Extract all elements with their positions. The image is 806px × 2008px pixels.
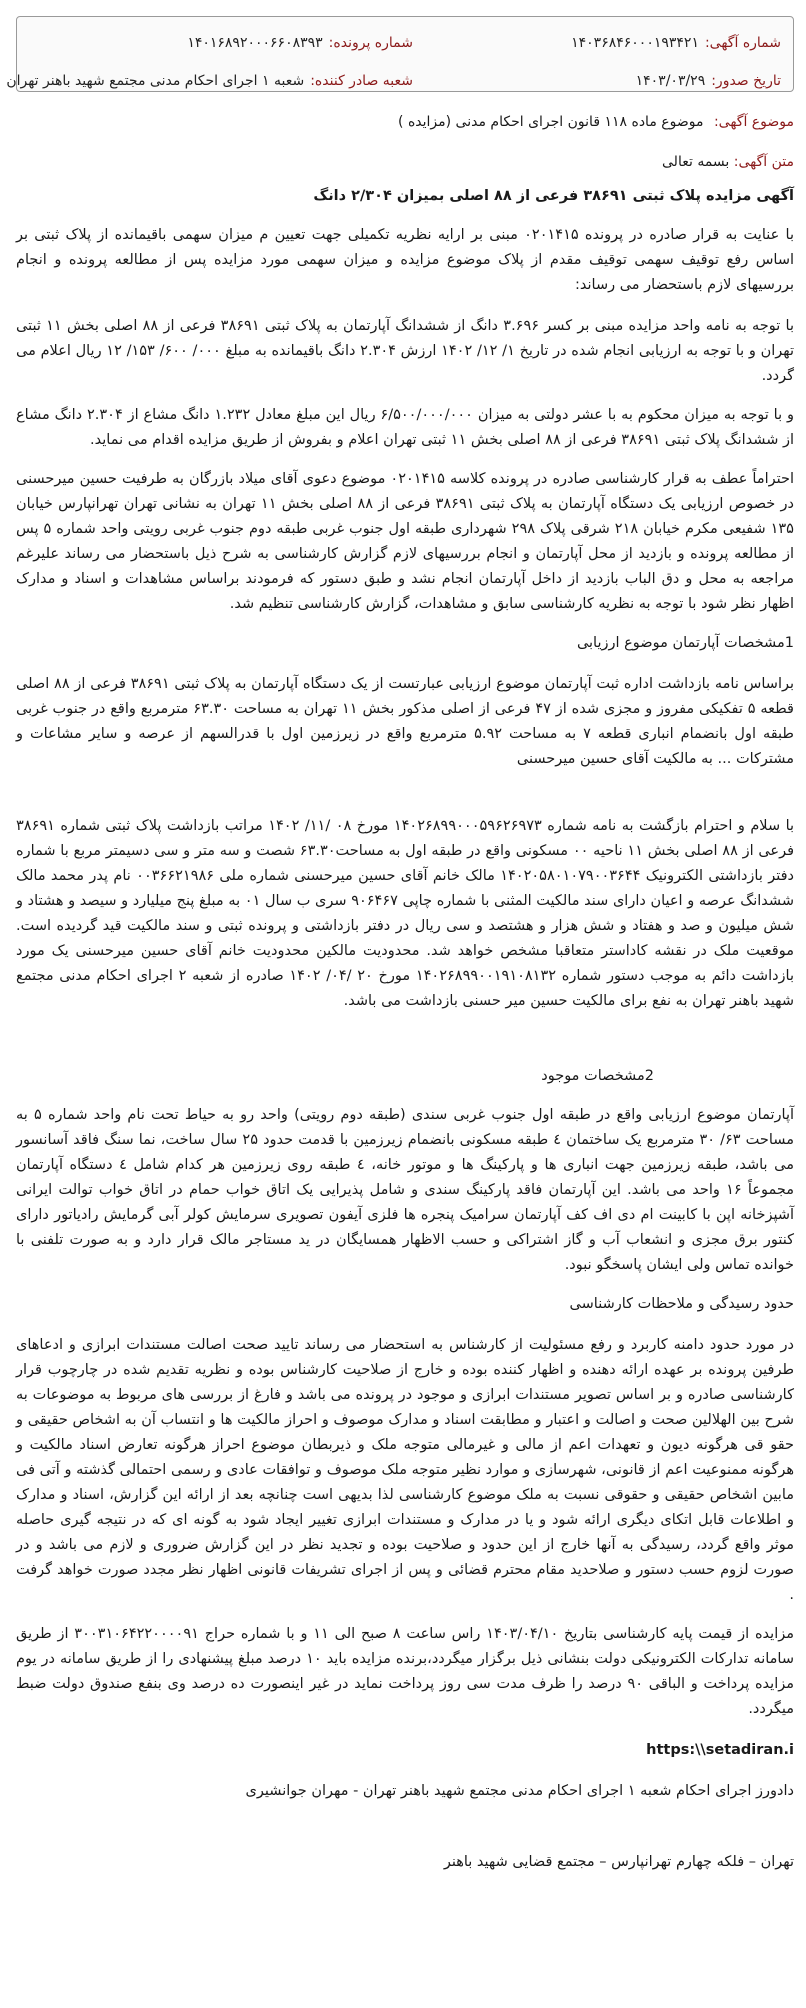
- branch-value: شعبه ۱ اجرای احکام مدنی مجتمع شهید باهنر تهران: [6, 73, 305, 89]
- branch-label: شعبه صادر کننده:: [310, 73, 413, 89]
- issue-date-label: تاریخ صدور:: [711, 73, 781, 89]
- issue-date-row: [636, 73, 781, 89]
- case-number-label: شماره پرونده:: [328, 35, 413, 51]
- case-number-value: ۱۴۰۱۶۸۹۲۰۰۰۶۶۰۸۳۹۳: [187, 35, 323, 51]
- paragraph-address: تهران – فلکه چهارم تهرانپارس – مجتمع قضایی شهید باهنر: [443, 1854, 794, 1870]
- ad-text-value: بسمه تعالی: [662, 154, 730, 170]
- paragraph-judgment-amount: و با توجه به میزان محکوم به با عشر دولتی به میزان ۶/۵۰۰/۰۰۰/۰۰۰ ریال این مبلغ معادل ۱.۲۳۲ دانگ مشاع از ۲.۳۰۴ دانگ مشاع از ششدانگ پلاک ثبتی ۳۸۶۹۱ فرعی از ۸۸ اصلی بخش ۱۱ ثبتی تهران اعلام و بفروش از طریق مزایده اقدام می نماید.: [16, 407, 794, 448]
- paragraph-intro: با عنایت به قرار صادره در پرونده ۰۲۰۱۴۱۵ مبنی بر ارایه نظریه تکمیلی جهت تعیین م میزان سهمی باقیمانده از پلاک ثبتی بر اساس رفع توقیف سهمی توقیف مقدم از پلاک موضوع مزایده و میزان سهمی مورد مزایده پس از مطالعه پرونده و انجام بررسیهای لازم باستحضار می رساند:: [16, 227, 794, 293]
- ad-text-line: [16, 154, 794, 170]
- issue-date-value: ۱۴۰۳/۰۳/۲۹: [635, 73, 706, 89]
- paragraph-registry-letter: براساس نامه بازداشت اداره ثبت آپارتمان موضوع ارزیابی عبارتست از یک دستگاه آپارتمان به پلاک ثبتی ۳۸۶۹۱ فرعی از ۸۸ اصلی قطعه ۵ تفکیکی مفروز و مجزی شده از ۴۷ فرعی از اصلی مذکور بخش ۱۱ تهران به مساحت ۶۳.۳۰ مترمربع واقع در جنوب غربی طبقه اول بانضمام انباری قطعه ۷ به مساحت ۵.۹۲ مترمربع واقع در زیرزمین اول با قدرالسهم از عرصه و سایر مشاعات و مشترکات ... به مالکیت آقای حسین میرحسنی: [16, 676, 795, 767]
- section-heading-existing-specs: 2مشخصات موجود: [541, 1068, 654, 1084]
- paragraph-building-description: آپارتمان موضوع ارزیابی واقع در طبقه اول جنوب غربی سندی (طبقه دوم رویتی) واحد رو به حیاط تحت نام واحد شماره ۵ به مساحت ۶۳/ ۳۰ مترمربع یک ساختمان ٤ طبقه مسکونی بانضمام زیرزمین با قدمت حدود ۲۵ سال ساخت، نما سنگ فاقد آسانسور می باشد، طبقه زیرزمین جهت انباری ها و پارکینگ ها و موتور خانه، ٤ طبقه روی زیرزمین هر کدام شامل ٤ دستگاه آپارتمان مجموعاً ۱۶ واحد می باشد. این آپارتمان فاقد پارکینگ سندی و شامل پذیرایی یک اتاق خواب حمام در اتاق خواب توالت ایرانی آشپزخانه اپن با کابینت ام دی اف کف آپارتمان سرامیک پنجره ها فلزی آیفون تصویری سرمایش کولر آبی گرمایش رادیاتور دارای کنتور برق مجزی و انشعاب آب و گاز اشتراکی و حسب الاظهار همسایگان در ید مستاجر مالک قرار دارد و به صورت تلفنی با خوانده تماس ولی ایشان پاسخگو نبود.: [16, 1107, 795, 1273]
- notice-body: [16, 184, 794, 1875]
- ad-text-label: متن آگهی:: [733, 154, 794, 170]
- section-heading-expert-notes: حدود رسیدگی و ملاحظات کارشناسی: [569, 1296, 794, 1312]
- paragraph-signature: دادورز اجرای احکام شعبه ۱ اجرای احکام مدنی مجتمع شهید باهنر تهران - مهران جوانشیری: [245, 1783, 794, 1799]
- section-heading-apartment-specs: 1مشخصات آپارتمان موضوع ارزیابی: [576, 635, 794, 651]
- subject-value: موضوع ماده ۱۱۸ قانون اجرای احکام مدنی (مزایده ): [398, 114, 704, 130]
- ad-number-value: ۱۴۰۳۶۸۴۶۰۰۰۱۹۳۴۲۱: [571, 35, 699, 51]
- paragraph-seizure-details: با سلام و احترام بازگشت به نامه شماره ۱۴۰۲۶۸۹۹۰۰۰۵۹۶۲۶۹۷۳ مورخ ۰۸ /۱۱/ ۱۴۰۲ مراتب بازداشت پلاک ثبتی شماره ۳۸۶۹۱ فرعی از ۸۸ اصلی بخش ۱۱ ناحیه ۰۰ مسکونی واقع در طبقه اول به مساحت۶۳.۳۰ شصت و سه متر و سی دسیمتر مربع با شماره دفتر بازداشتی الکترونیک ۱۴۰۲۰۵۸۰۱۰۷۹۰۰۳۶۴۴ مالک خانم آقای حسین میرحسنی شماره ملی ۰۰۳۶۶۲۱۹۸۶ نام پدر محمد مالک ششدانگ عرصه و اعیان دارای سند مالکیت المثنی با شماره چاپی ۹۰۶۴۶۷ سری ب سال ۰۱ به مبلغ پنج میلیارد و سیصد و هشتاد و شش میلیون و صد و هفتاد و شش هزار و هشتصد و سی ریال در دفتر بازداشتی و پرونده ثبتی و سند مالکیت قید گردیده است. موقعیت ملک در نقشه کاداستر متعاقبا مشخص خواهد شد. محدودیت مالکین محدودیت خانم آقای حسین میرحسنی یک مورد بازداشت دائم به موجب دستور شماره ۱۴۰۲۶۸۹۹۰۰۱۹۱۰۸۱۳۲ مورخ ۲۰ /۰۴/ ۱۴۰۲ صادره از شعبه ۲ اجرای احکام مدنی مجتمع شهید باهنر تهران به نفع برای مالکیت حسین میر حسنی بازداشت می باشد.: [16, 818, 795, 1009]
- notice-header: [6, 16, 794, 92]
- branch-row: [6, 73, 413, 89]
- paragraph-valuation: با توجه به نامه واحد مزایده مبنی بر کسر ۳.۶۹۶ دانگ از ششدانگ آپارتمان به پلاک ثبتی ۳۸۶۹۱ فرعی از ۸۸ اصلی بخش ۱۱ ثبتی تهران و با توجه به ارزیابی انجام شده در تاریخ ۱/ ۱۲/ ۱۴۰۲ ارزش ۲.۳۰۴ دانگ باقیمانده به مبلغ ۰۰۰/ ۶۰۰/ ۱۵۳/ ۱۲ ریال اعلام می گردد.: [16, 318, 795, 384]
- case-number-row: [187, 35, 413, 51]
- notice-title: آگهی مزایده پلاک ثبتی ۳۸۶۹۱ فرعی از ۸۸ اصلی بمیزان ۲/۳۰۴ دانگ: [313, 188, 794, 204]
- paragraph-expert-order: احتراماً عطف به قرار کارشناسی صادره در پرونده کلاسه ۰۲۰۱۴۱۵ موضوع دعوی آقای میلاد بازرگان به طرفیت حسین میرحسنی در خصوص ارزیابی یک دستگاه آپارتمان به پلاک ثبتی ۳۸۶۹۱ فرعی از ۸۸ اصلی بخش ۱۱ تهران به نشانی تهران تهرانپارس خیابان ۱۳۵ شفیعی مکرم خیابان ۲۱۸ شرقی پلاک ۲۹۸ شهرداری طبقه اول جنوب غربی طبقه دوم جنوب غربی رویتی واحد شماره ۵ پس از مطالعه پرونده و بازدید از محل آپارتمان و انجام بررسیهای لازم گزارش کارشناسی به شرح ذیل باستحضار می رساند علیرغم مراجعه به محل و دق الباب بازدید از داخل آپارتمان انجام نشد و طبق دستور که فرمودند براساس مشاهدات و اسناد و مدارک اظهار نظر شود با توجه به نظریه کارشناسی سابق و مشاهدات، گزارش کارشناسی تنظیم شد.: [16, 471, 795, 612]
- paragraph-auction-terms: مزایده از قیمت پایه کارشناسی بتاریخ ۱۴۰۳/۰۴/۱۰ راس ساعت ۸ صبح الی ۱۱ و با شماره حراج ۳۰۰۳۱۰۶۴۲۲۰۰۰۰۹۱ از طریق سامانه تدارکات الکترونیکی دولت بنشانی ذیل برگزار میگردد،برنده مزایده باید ۱۰ درصد مبلغ پیشنهادی را از طریق سامانه در یوم مزایده پرداخت و الباقی ۹۰ درصد را ظرف مدت سی روز پرداخت نماید در غیر اینصورت ده درصد وی بنفع صندوق دولت ضبط میگردد.: [16, 1626, 795, 1717]
- paragraph-liability: در مورد حدود دامنه کاربرد و رفع مسئولیت از کارشناس به استحضار می رساند تایید صحت اصالت مستندات ابرازی و ادعاهای طرفین پرونده بر عهده ارائه دهنده و اظهار کننده بوده و خارج از صلاحیت کارشناس بوده و نظریه تقدیم شده در چارچوب قرار کارشناسی صادره و بر اساس تصویر مستندات ابرازی و موجود در پرونده می باشد و فارغ از بررسی های مربوط به موضوعات به شرح بین الهلالین صحت و اصالت و اعتبار و مطابقت اسناد و مدارک موصوف و احراز مالکیت ها و انتساب آن به اشخاص حقیقی و حقو قی هرگونه دیون و تعهدات اعم از مالی و غیرمالی متوجه ملک و ذیربطان موضوع احراز هرگونه تعارض اسناد مالکیت و هرگونه ممنوعیت اعم از قانونی، شهرسازی و موارد نظیر متوجه ملک موصوف و توافقات عادی و رسمی احتمالی گذشته و آتی فی مابین اشخاص حقیقی و حقوقی نسبت به ملک موضوع کارشناسی لذا بدیهی است چنانچه بعد از ارائه این گزارش، اسناد و مدارک و اطلاعات قابل اتکای دیگری ارائه شود و یا در مدارک و مستندات ابرازی تغییر ایجاد شود به گونه ای که در نتیجه گیری حاصله موثر واقع گردد، رسیدگی به آنها خارج از این حدود و صلاحیت بوده و تجدید نظر در این گزارش ضروری و لازم می باشد و در صورت لزوم حسب دستور و صلاحدید مقام محترم قضائی و پس از اجرای تشریفات قانونی اظهار نظر مجدد صورت خواهد گرفت .: [16, 1337, 794, 1603]
- subject-label: موضوع آگهی:: [713, 114, 794, 130]
- subject-line: [16, 114, 794, 130]
- ad-number-row: [571, 35, 781, 51]
- auction-website-link[interactable]: https:\\setadiran.i: [646, 1742, 794, 1758]
- ad-number-label: شماره آگهی:: [704, 35, 781, 51]
